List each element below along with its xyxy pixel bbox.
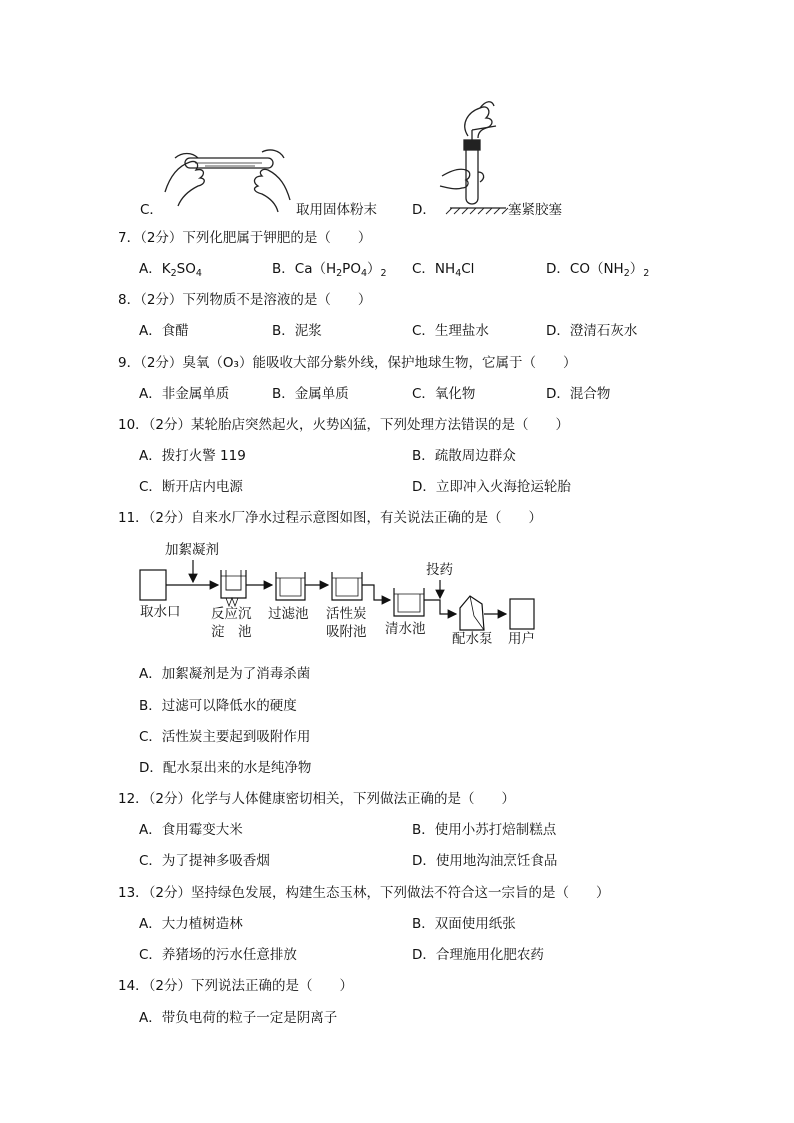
question-13-option-c: C．养猪场的污水任意排放 — [139, 947, 297, 963]
diagram-label-coagulant: 加絮凝剂 — [165, 542, 219, 558]
question-12-option-b: B．使用小苏打焙制糕点 — [412, 822, 557, 838]
question-7-option-a: A．$K_2SO_4$ — [139, 261, 202, 279]
question-14-option-a: A．带负电荷的粒子一定是阴离子 — [139, 1010, 338, 1026]
question-13-stem: 13．（2分）坚持绿色发展，构建生态玉林，下列做法不符合这一宗旨的是（ ） — [118, 885, 610, 901]
question-12-option-c: C．为了提神多吸香烟 — [139, 853, 270, 869]
question-12-option-d: D．使用地沟油烹饪食品 — [412, 853, 558, 869]
question-10-option-d: D．立即冲入火海抢运轮胎 — [412, 479, 571, 495]
diagram-label-filter: 过滤池 — [268, 606, 309, 622]
question-7-option-b: B．$Ca(H_2PO_4)_2$ — [272, 261, 387, 279]
question-11-option-d: D．配水泵出来的水是纯净物 — [139, 760, 312, 776]
question-13-option-a: A．大力植树造林 — [139, 916, 243, 932]
diagram-label-user: 用户 — [508, 631, 535, 647]
filter-tank — [276, 572, 305, 600]
question-11-option-c: C．活性炭主要起到吸附作用 — [139, 729, 311, 745]
question-13-option-d: D．合理施用化肥农药 — [412, 947, 544, 963]
question-9-option-d: D．混合物 — [546, 386, 611, 402]
diagram-label-carbon-2: 吸附池 — [326, 624, 367, 640]
option-d-caption: 塞紧胶塞 — [508, 202, 562, 218]
question-9-option-b: B．金属单质 — [272, 386, 349, 402]
sediment-tank — [221, 570, 246, 598]
diagram-label-sediment-2: 淀 池 — [211, 624, 252, 640]
option-c-caption: 取用固体粉末 — [296, 202, 377, 218]
question-10-stem: 10．（2分）某轮胎店突然起火，火势凶猛，下列处理方法错误的是（ ） — [118, 417, 570, 433]
question-8-option-d: D．澄清石灰水 — [546, 323, 638, 339]
option-c-letter: C． — [140, 202, 163, 218]
diagram-label-sediment-1: 反应沉 — [211, 606, 252, 622]
user-box — [510, 599, 534, 629]
question-10-option-c: C．断开店内电源 — [139, 479, 243, 495]
diagram-label-pump: 配水泵 — [452, 631, 493, 647]
question-8-option-b: B．泥浆 — [272, 323, 322, 339]
clear-tank — [394, 588, 424, 616]
question-9-option-a: A．非金属单质 — [139, 386, 230, 402]
question-12-option-a: A．食用霉变大米 — [139, 822, 243, 838]
question-11-option-a: A．加絮凝剂是为了消毒杀菌 — [139, 666, 311, 682]
question-8-stem: 8．（2分）下列物质不是溶液的是（ ） — [118, 292, 372, 308]
question-7-stem: 7．（2分）下列化肥属于钾肥的是（ ） — [118, 230, 372, 246]
question-10-option-b: B．疏散周边群众 — [412, 448, 516, 464]
diagram-label-intake: 取水口 — [140, 604, 181, 620]
intake-box — [140, 570, 166, 600]
pump-shape — [460, 596, 484, 630]
question-10-option-a: A．拨打火警 119 — [139, 448, 246, 464]
question-8-option-a: A．食醋 — [139, 323, 189, 339]
option-d-letter: D． — [412, 202, 436, 218]
carbon-tank — [332, 572, 362, 600]
question-14-stem: 14．（2分）下列说法正确的是（ ） — [118, 978, 354, 994]
diagram-label-dosing: 投药 — [426, 562, 453, 578]
question-8-option-c: C．生理盐水 — [412, 323, 489, 339]
question-12-stem: 12．（2分）化学与人体健康密切相关，下列做法正确的是（ ） — [118, 791, 516, 807]
diagram-label-carbon-1: 活性炭 — [326, 606, 367, 622]
question-11-stem: 11．（2分）自来水厂净水过程示意图如图，有关说法正确的是（ ） — [118, 510, 543, 526]
question-13-option-b: B．双面使用纸张 — [412, 916, 516, 932]
diagram-label-clear: 清水池 — [385, 621, 426, 637]
question-9-stem: 9．（2分）臭氧（O₃）能吸收大部分紫外线，保护地球生物，它属于（ ） — [118, 355, 577, 371]
question-7-option-c: C．$NH_4Cl$ — [412, 261, 475, 279]
question-7-option-d: D．$CO(NH_2)_2$ — [546, 261, 650, 279]
question-9-option-c: C．氧化物 — [412, 386, 476, 402]
question-11-option-b: B．过滤可以降低水的硬度 — [139, 698, 297, 714]
